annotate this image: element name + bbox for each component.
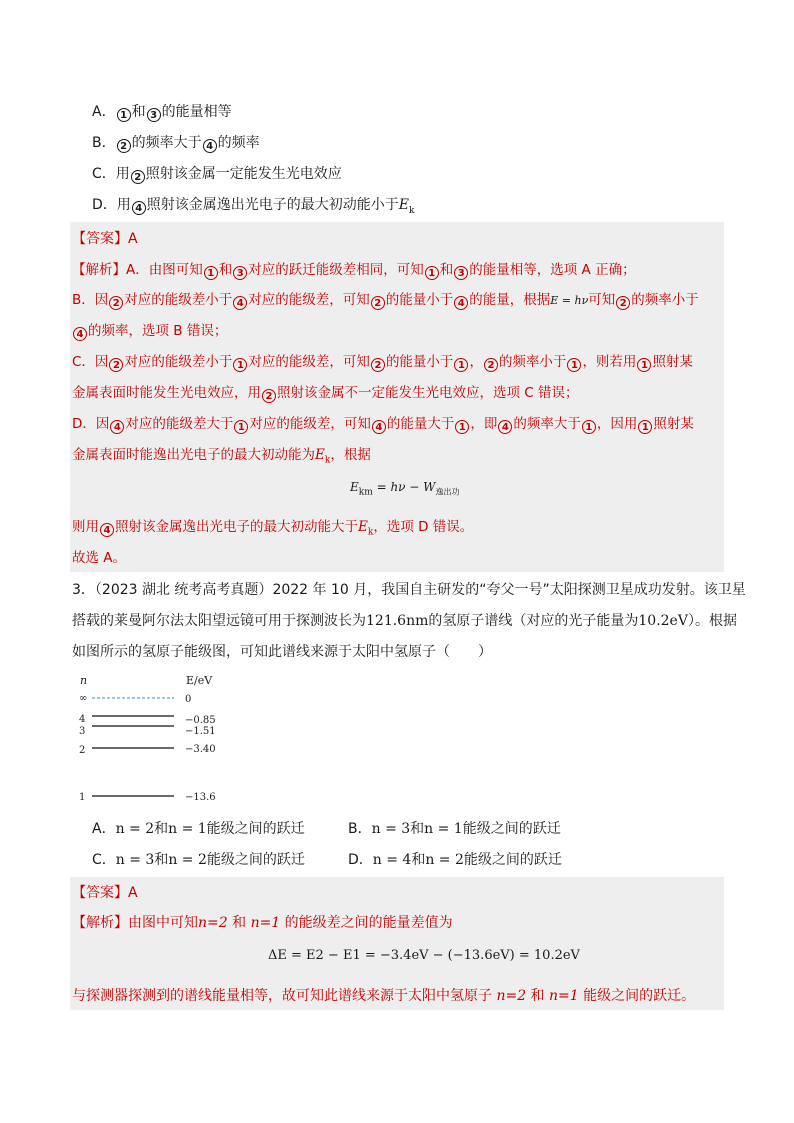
level-energy-label: −13.6 — [185, 792, 216, 803]
q2-analysis-b: B．因 2 对应的能级差小于 4 对应的能级差，可知 2 的能量小于 4 的能量，根据E = hν可知 2 的频率小于 — [72, 292, 699, 309]
circled-number: 2 — [117, 139, 131, 153]
circled-number: 2 — [131, 170, 145, 184]
formula-energy-difference: ΔE = E2 − E1 = −3.4eV − (−13.6eV) = 10.2eV — [268, 948, 580, 963]
circled-number: 1 — [582, 420, 596, 434]
circled-number: 3 — [147, 108, 161, 122]
circled-number: 4 — [100, 523, 114, 537]
q3-option-d: D．n = 4和n = 2能级之间的跃迁 — [348, 852, 562, 868]
analysis-label: 【解析】 — [72, 262, 126, 278]
formula-photoelectric: $E_{km} = h\nu - W_{逸出功}$ — [350, 480, 460, 498]
q2-option-b: B． 2 的频率大于 4 的频率 — [92, 135, 260, 152]
circled-number: 1 — [117, 108, 131, 122]
q3-conclusion: 与探测器探测到的谱线能量相等，故可知此谱线来源于太阳中氢原子 n=2 和 n=1 能级之间的跃迁。 — [72, 988, 696, 1004]
q3-option-b: B．n = 3和n = 1能级之间的跃迁 — [348, 821, 561, 837]
q3-option-c: C．n = 3和n = 2能级之间的跃迁 — [92, 852, 305, 868]
circled-number: 1 — [638, 420, 652, 434]
circled-number: 1 — [234, 420, 248, 434]
circled-number: 4 — [73, 327, 87, 341]
circled-number: 2 — [371, 358, 385, 372]
circled-number: 1 — [567, 358, 581, 372]
q3-stem-line2: 搭载的莱曼阿尔法太阳望远镜可用于探测波长为121.6nm的氢原子谱线（对应的光子能量为10.2eV）。根据 — [72, 613, 737, 629]
circled-number: 4 — [498, 420, 512, 434]
circled-number: 4 — [372, 420, 386, 434]
circled-number: 1 — [204, 266, 218, 280]
level-energy-label: −0.85 — [185, 715, 216, 726]
q2-answer — [72, 229, 138, 249]
q3-stem-line1: 3．（2023 湖北 统考高考真题）2022 年 10 月，我国自主研发的“夸父一号”太阳探测卫星成功发射。该卫星 — [72, 582, 746, 598]
circled-number: 1 — [425, 266, 439, 280]
answer-value: A — [128, 885, 138, 901]
q3-stem-line3: 如图所示的氢原子能级图，可知此谱线来源于太阳中氢原子（ ） — [72, 644, 492, 660]
answer-value: A — [128, 231, 138, 247]
answer-label: 【答案】 — [72, 231, 128, 247]
analysis-label: 【解析】 — [72, 915, 128, 931]
circled-number: 1 — [637, 358, 651, 372]
q3-option-a: A．n = 2和n = 1能级之间的跃迁 — [92, 821, 305, 837]
circled-number: 4 — [132, 201, 146, 215]
level-energy-label: −1.51 — [185, 726, 216, 737]
answer-label: 【答案】 — [72, 885, 128, 901]
circled-number: 2 — [616, 296, 630, 310]
level-n-label: 3 — [79, 726, 86, 737]
q2-analysis-c: C．因 2 对应的能级差小于 1 对应的能级差，可知 2 的能量小于 1 ， 2 的频率小于 1 ，则若用 1 照射某 — [72, 354, 693, 371]
circled-number: 4 — [110, 420, 124, 434]
level-n-label: 1 — [79, 792, 86, 803]
n-axis-label: n — [80, 674, 88, 687]
circled-number: 4 — [203, 139, 217, 153]
level-n-label: 4 — [79, 714, 86, 725]
q2-conclusion: 故选 A。 — [72, 550, 127, 566]
circled-number: 1 — [455, 420, 469, 434]
circled-number: 2 — [371, 296, 385, 310]
level-n-label: 2 — [79, 745, 86, 756]
formula-inline: E = hν — [550, 294, 589, 307]
circled-number: 2 — [109, 358, 123, 372]
circled-number: 3 — [233, 266, 247, 280]
circled-number: 2 — [109, 296, 123, 310]
circled-number: 1 — [233, 358, 247, 372]
circled-number: 4 — [454, 296, 468, 310]
q3-answer — [72, 883, 138, 903]
q3-analysis: 【解析】由图中可知n=2 和 n=1 的能级差之间的能量差值为 — [72, 915, 453, 931]
q2-option-a: A． 1 和 3 的能量相等 — [92, 104, 232, 121]
q2-analysis-a: 【解析】A．由图可知 1 和 3 对应的跃迁能级差相同，可知 1 和 3 的能量相等，选项 A 正确； — [72, 262, 636, 279]
q2-analysis-c2: 金属表面时能发生光电效应，用 2 照射该金属不一定能发生光电效应，选项 C 错误； — [72, 385, 579, 402]
q2-option-d: D．用 4 照射该金属逸出光电子的最大初动能小于$E_k$ — [92, 197, 415, 216]
energy-axis-label: E/eV — [186, 674, 213, 687]
q2-analysis-d: D．因 4 对应的能级差大于 1 对应的能级差，可知 4 的能量大于 1 ，即 4 的频率大于 1 ，因用 1 照射某 — [72, 416, 694, 433]
circled-number: 2 — [484, 358, 498, 372]
q2-option-c: C．用 2 照射该金属一定能发生光电效应 — [92, 166, 342, 183]
q2-analysis-b2: 4 的频率，选项 B 错误； — [72, 321, 227, 341]
q2-analysis-d2: 金属表面时能逸出光电子的最大初动能为$E_k$，根据 — [72, 447, 371, 466]
circled-number: 3 — [454, 266, 468, 280]
circled-number: 2 — [262, 389, 276, 403]
level-energy-label: 0 — [185, 694, 192, 705]
energy-level-diagram — [70, 672, 250, 807]
circled-number: 1 — [454, 358, 468, 372]
circled-number: 4 — [233, 296, 247, 310]
level-n-label: ∞ — [79, 693, 88, 704]
q2-analysis-d3: 则用 4 照射该金属逸出光电子的最大初动能大于$E_k$，选项 D 错误。 — [72, 519, 474, 538]
level-energy-label: −3.40 — [185, 744, 216, 755]
